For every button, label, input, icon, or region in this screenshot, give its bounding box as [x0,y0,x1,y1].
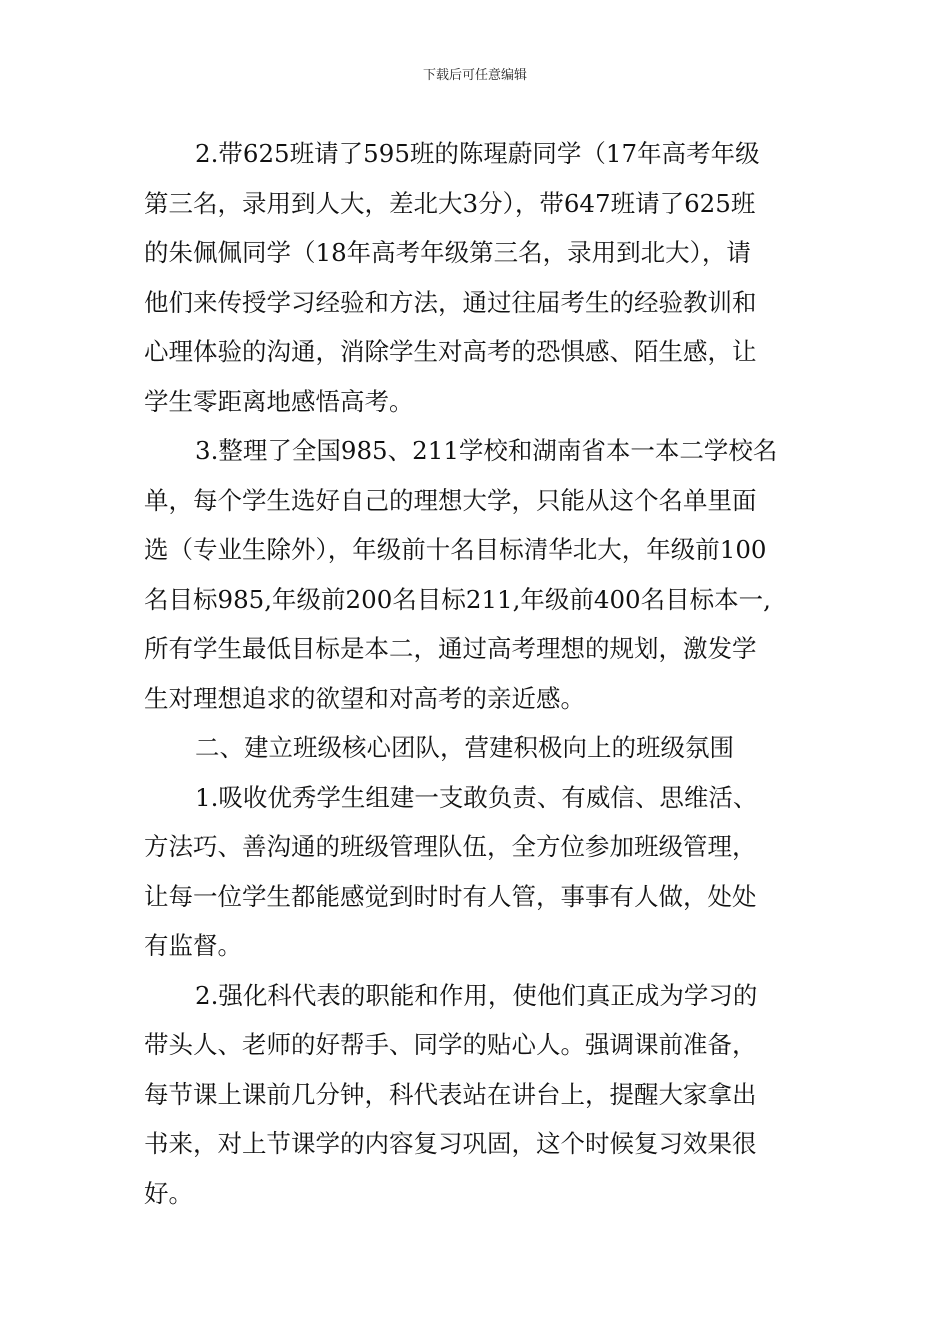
text-line: 心理体验的沟通，消除学生对高考的恐惧感、陌生感，让 [144,337,757,366]
text-line: 带头人、老师的好帮手、同学的贴心人。强调课前准备， [144,1030,757,1059]
text-line: 的朱佩佩同学（18年高考年级第三名，录用到北大），请 [144,238,751,267]
text-line: 3.整理了全国985、211学校和湖南省本一本二学校名 [195,436,778,465]
text-line: 1.吸收优秀学生组建一支敢负责、有威信、思维活、 [195,782,758,812]
text-line: 2.带625班请了595班的陈瑆蔚同学（17年高考年级 [195,139,760,168]
text-line: 书来，对上节课学的内容复习巩固，这个时候复习效果很 [144,1129,757,1158]
paragraph-school-list [144,426,816,723]
text-line: 方法巧、善沟通的班级管理队伍，全方位参加班级管理， [144,832,757,861]
document-body [144,129,816,1218]
text-line: 有监督。 [144,931,242,960]
heading-line: 二、建立班级核心团队，营建积极向上的班级氛围 [195,733,734,762]
paragraph-management-team [144,773,816,971]
text-line: 好。 [144,1178,193,1208]
text-line: 学生零距离地感悟高考。 [144,386,414,416]
page-header: 下载后可任意编辑 [422,68,527,83]
text-line: 生对理想追求的欲望和对高考的亲近感。 [144,683,585,713]
paragraph-subject-reps [144,971,816,1219]
text-line: 第三名，录用到人大，差北大3分），带647班请了625班 [144,188,756,218]
section-heading [144,723,816,773]
paragraph-invite-alumni [144,129,816,426]
text-line: 名目标985,年级前200名目标211,年级前400名目标本一, [144,584,771,614]
text-line: 所有学生最低目标是本二，通过高考理想的规划，激发学 [144,634,757,663]
text-line: 每节课上课前几分钟，科代表站在讲台上，提醒大家拿出 [144,1079,757,1109]
text-line: 让每一位学生都能感觉到时时有人管，事事有人做，处处 [144,881,757,911]
text-line: 选（专业生除外），年级前十名目标清华北大，年级前100 [144,535,767,564]
text-line: 他们来传授学习经验和方法，通过往届考生的经验教训和 [144,287,757,317]
text-line: 单，每个学生选好自己的理想大学，只能从这个名单里面 [144,485,757,515]
text-line: 2.强化科代表的职能和作用，使他们真正成为学习的 [195,980,758,1010]
